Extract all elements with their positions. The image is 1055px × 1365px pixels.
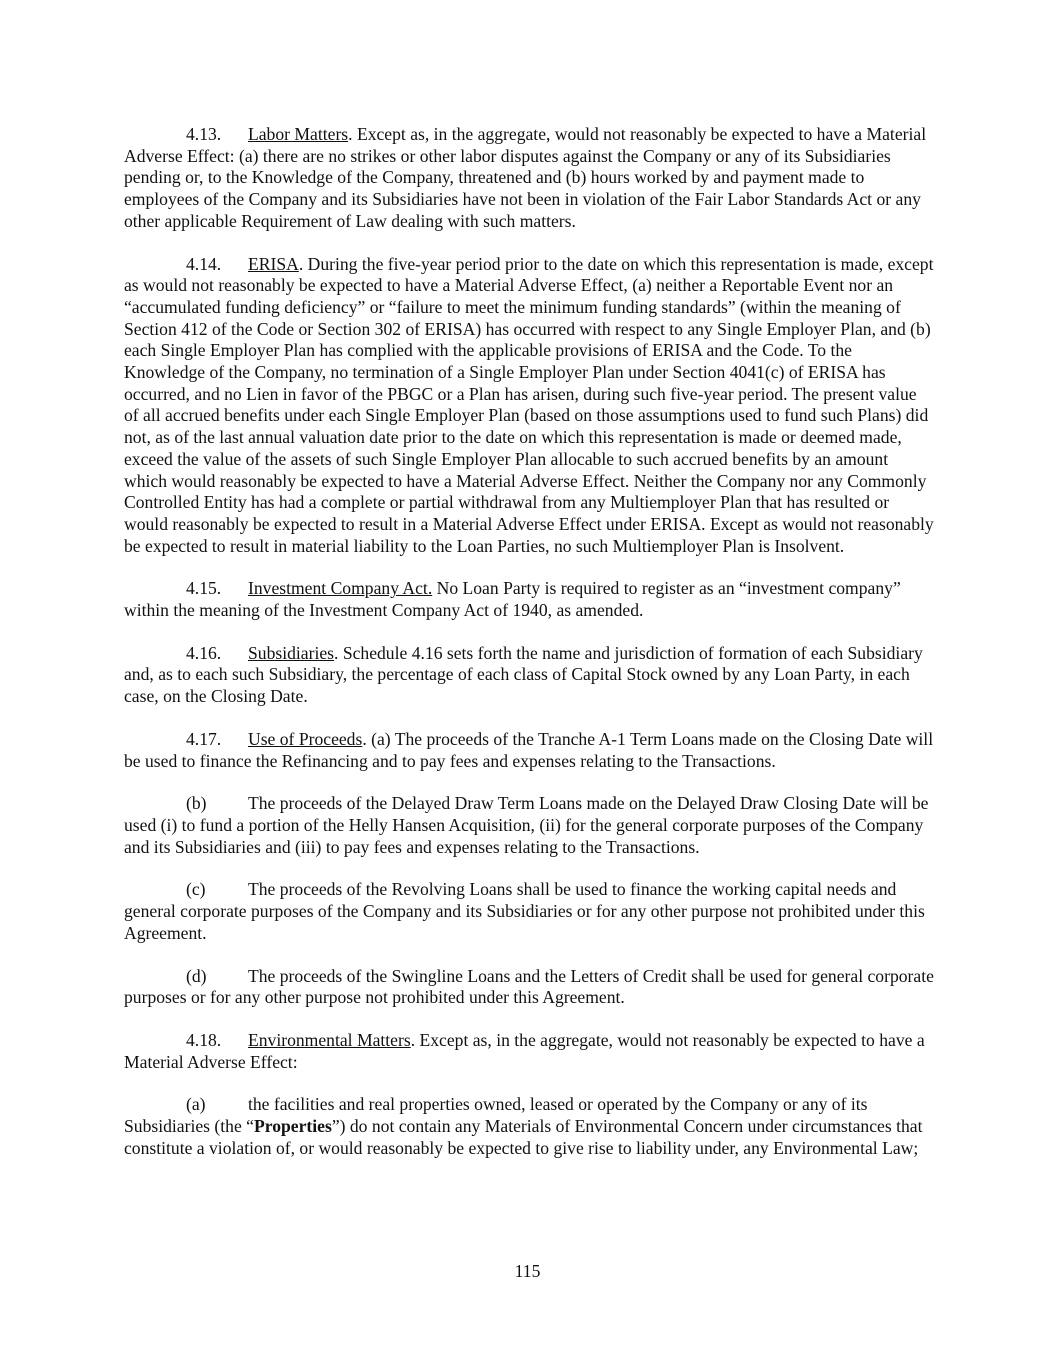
section-heading: Environmental Matters bbox=[248, 1029, 411, 1050]
subsection-body: The proceeds of the Swingline Loans and the Letters of Credit shall be used for general corporate purposes or for any other purpose not prohibited under this Agreement. bbox=[124, 965, 934, 1008]
subsection-label: (a) bbox=[186, 1094, 206, 1115]
section-4-13 bbox=[124, 124, 934, 233]
section-4-16 bbox=[124, 643, 934, 708]
section-4-14 bbox=[124, 254, 934, 558]
section-body: . (a) The proceeds of the Tranche A-1 Term Loans made on the Closing Date will be used to finance the Refinancing and to pay fees and expenses relating to the Transactions. bbox=[124, 728, 934, 771]
subsection-body: The proceeds of the Delayed Draw Term Loans made on the Delayed Draw Closing Date will be used (i) to fund a portion of the Helly Hansen Acquisition, (ii) for the general corporate purposes of the Company and its Subsidiaries and (iii) to pay fees and expenses relating to the Transactions. bbox=[124, 793, 929, 857]
section-body: No Loan Party is required to register as an “investment company” within the meaning of the Investment Company Act of 1940, as amended. bbox=[124, 578, 901, 621]
defined-term: Properties bbox=[253, 1116, 332, 1137]
subsection-label: (b) bbox=[186, 793, 207, 814]
section-number: 4.16. bbox=[186, 642, 222, 663]
subsection-4-17-b bbox=[124, 793, 934, 858]
subsection-body-before: the facilities and real properties owned, leased or operated by the Company or any of its Subsidiaries (the “ bbox=[124, 1094, 868, 1137]
section-number: 4.15. bbox=[186, 578, 222, 599]
section-number: 4.13. bbox=[186, 124, 222, 144]
subsection-4-17-d bbox=[124, 966, 934, 1009]
subsection-4-18-a bbox=[124, 1094, 934, 1159]
section-4-17 bbox=[124, 729, 934, 772]
section-body: . Except as, in the aggregate, would not reasonably be expected to have a Material Adverse Effect: (a) there are no strikes or other labor disputes against the Company or any of its Subsidiaries pending or, to the Knowledge of the Company, threatened and (b) hours worked by and payment made to employees of the Company and its Subsidiaries have not been in violation of the Fair Labor Standards Act or any other applicable Requirement of Law dealing with such matters. bbox=[124, 124, 927, 231]
section-body: . Schedule 4.16 sets forth the name and jurisdiction of formation of each Subsidiary and, as to each such Subsidiary, the percentage of each class of Capital Stock owned by any Loan Party, in each case, on the Closing Date. bbox=[124, 642, 923, 707]
section-body: . During the five-year period prior to the date on which this representation is made, except as would not reasonably be expected to have a Material Adverse Effect, (a) neither a Reportable Event nor an “accumulated funding deficiency” or “failure to meet the minimum funding standards” (within the meaning of Section 412 of the Code or Section 302 of ERISA) has occurred with respect to any Single Employer Plan, and (b) each Single Employer Plan has complied with the applicable provisions of ERISA and the Code. To the Knowledge of the Company, no termination of a Single Employer Plan under Section 4041(c) of ERISA has occurred, and no Lien in favor of the PBGC or a Plan has arisen, during such five-year period. The present value of all accrued benefits under each Single Employer Plan (based on those assumptions used to fund such Plans) did not, as of the last annual valuation date prior to the date on which this representation is made or deemed made, exceed the value of the assets of such Single Employer Plan allocable to such accrued benefits by an amount which would reasonably be expected to have a Material Adverse Effect. Neither the Company nor any Commonly Controlled Entity has had a complete or partial withdrawal from any Multiemployer Plan that has resulted or would reasonably be expected to result in a Material Adverse Effect under ERISA. Except as would not reasonably be expected to result in material liability to the Loan Parties, no such Multiemployer Plan is Insolvent. bbox=[124, 253, 934, 556]
section-4-15 bbox=[124, 578, 934, 621]
section-heading: Investment Company Act. bbox=[248, 578, 433, 599]
section-heading: Use of Proceeds bbox=[248, 728, 363, 749]
section-number: 4.17. bbox=[186, 728, 222, 749]
document-page bbox=[124, 124, 934, 1180]
section-number: 4.18. bbox=[186, 1029, 222, 1050]
subsection-4-17-c bbox=[124, 879, 934, 944]
section-4-18 bbox=[124, 1030, 934, 1073]
section-body: . Except as, in the aggregate, would not reasonably be expected to have a Material Adverse Effect: bbox=[124, 1029, 925, 1072]
subsection-label: (d) bbox=[186, 965, 207, 986]
section-number: 4.14. bbox=[186, 253, 222, 274]
section-heading: ERISA bbox=[248, 253, 299, 274]
section-heading: Labor Matters bbox=[248, 124, 349, 144]
page-number: 115 bbox=[514, 1261, 541, 1281]
subsection-body: The proceeds of the Revolving Loans shall be used to finance the working capital needs and general corporate purposes of the Company and its Subsidiaries or for any other purpose not prohibited under this Agreement. bbox=[124, 879, 925, 943]
subsection-body-after: ”) do not contain any Materials of Environmental Concern under circumstances that constitute a violation of, or would reasonably be expected to give rise to liability under, any Environmental Law; bbox=[124, 1116, 923, 1158]
section-heading: Subsidiaries bbox=[248, 642, 335, 663]
subsection-label: (c) bbox=[186, 879, 206, 900]
